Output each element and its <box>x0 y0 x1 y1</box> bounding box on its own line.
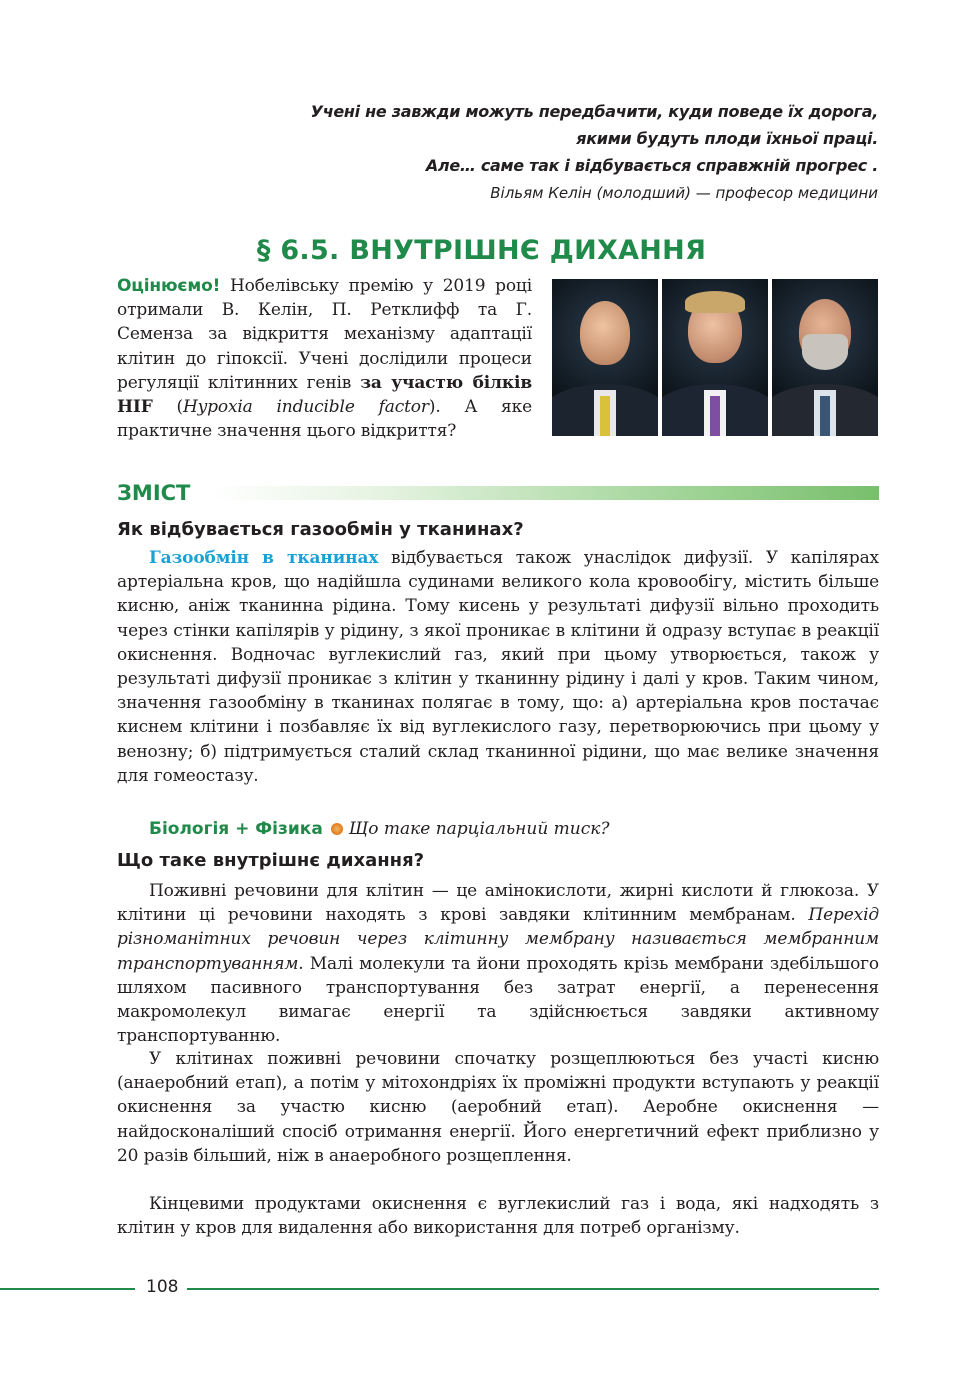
zmist-gradient-bar <box>212 486 879 500</box>
bio-physics-label: Біологія + Фізика <box>149 819 323 839</box>
paragraph-text: Кінцевими продуктами окиснення є вуглекислий газ і вода, які надходять з клітин у кров для видалення або використання для потреб організму. <box>117 1194 879 1239</box>
footer-rule-left <box>0 1288 135 1290</box>
paragraph-text: Поживні речовини для клітин — це амінокислоти, жирні кислоти й глюкоза. У клітини ці речовини находять з крові завдяки клітинним мембранам. <box>117 881 879 926</box>
laureate-photo <box>662 279 768 436</box>
intro-text: Нобелівську премію у 2019 році отримали В. Келін, П. Ретклифф та Г. Семенза за відкриття механізму адаптації клітин до гіпоксії. Учені дослідили процеси регуляції клітинних генів <box>117 276 532 393</box>
subheading-internal-respiration: Що таке внутрішнє дихання? <box>117 850 425 871</box>
page-number: 108 <box>146 1277 179 1297</box>
laureate-photo <box>772 279 878 436</box>
paragraph-italic: Перехід різноманітних речовин через клітинну мембрану називається мембранним транспортуванням <box>117 905 879 974</box>
zmist-banner <box>117 482 879 504</box>
respiration-paragraph-2 <box>117 1047 879 1168</box>
intro-bold: за участю білків HIF <box>117 372 532 418</box>
section-title: § 6.5. ВНУТРІШНЄ ДИХАННЯ <box>256 235 707 266</box>
epigraph-author: Вільям Келін (молодший) — професор медицини <box>490 184 878 202</box>
epigraph-line: Але… саме так і відбувається справжній прогрес . <box>425 156 878 175</box>
footer-rule-right <box>187 1288 879 1290</box>
laureate-photos <box>552 279 878 436</box>
flower-icon <box>331 823 343 835</box>
term-gas-exchange: Газообмін в тканинах <box>149 548 379 568</box>
bio-physics-question: Що таке парціальний тиск? <box>348 819 610 839</box>
respiration-paragraph-1 <box>117 879 879 1048</box>
intro-italic: Hypoxia inducible factor <box>183 397 429 418</box>
paragraph-text: відбувається також унаслідок дифузії. У капілярах артеріальна кров, що надійшла судинами великого кола кровообігу, містить більше кисню, аніж тканинна рідина. Тому кисень у результаті дифузії вільно проходить через стінки капілярів у рідину, з якої проникає в клітини й одразу вступає в реакції окиснення. Водночас вуглекислий газ, який при цьому утворюється, також у результаті дифузії проникає з клітин у тканинну рідину і далі у кров. Таким чином, значення газообміну в тканинах полягає в тому, що: а) артеріальна кров постачає киснем клітини і позбавляє їх від вуглекислого газу, перетворюючись при цьому у венозну; б) підтримується сталий склад тканинної рідини, що має велике значення для гомеостазу. <box>117 548 879 786</box>
epigraph-line: якими будуть плоди їхньої праці. <box>576 129 878 148</box>
laureate-photo <box>552 279 658 436</box>
intro-text: ). А яке практичне значення цього відкриття? <box>117 397 532 442</box>
bio-physics-row <box>149 817 610 841</box>
subheading-gas-exchange: Як відбувається газообмін у тканинах? <box>117 519 524 540</box>
zmist-title: ЗМІСТ <box>117 481 191 505</box>
paragraph-text: . Малі молекули та йони проходять крізь мембрани здебільшого шляхом пасивного транспортування без затрат енергії, а перенесення макромолекул вимагає енергії та здійснюється завдяки активному транспортуванню. <box>117 953 879 1047</box>
intro-text: ( <box>152 397 183 418</box>
paragraph-text: У клітинах поживні речовини спочатку розщеплюються без участі кисню (анаеробний етап), а потім у мітохондріях їх проміжні продукти вступають у реакції окиснення за участю кисню (аеробний етап). Аеробне окиснення — найдосконаліший спосіб отримання енергії. Його енергетичний ефект приблизно у 20 разів більший, ніж в анаеробного розщеплення. <box>117 1049 879 1166</box>
gas-exchange-paragraph <box>117 546 879 788</box>
respiration-paragraph-3 <box>117 1192 879 1240</box>
intro-paragraph <box>117 274 532 443</box>
epigraph-line: Учені не завжди можуть передбачити, куди поведе їх дорога, <box>310 102 878 121</box>
epigraph <box>178 98 878 206</box>
intro-lead: Оцінюємо! <box>117 276 221 296</box>
